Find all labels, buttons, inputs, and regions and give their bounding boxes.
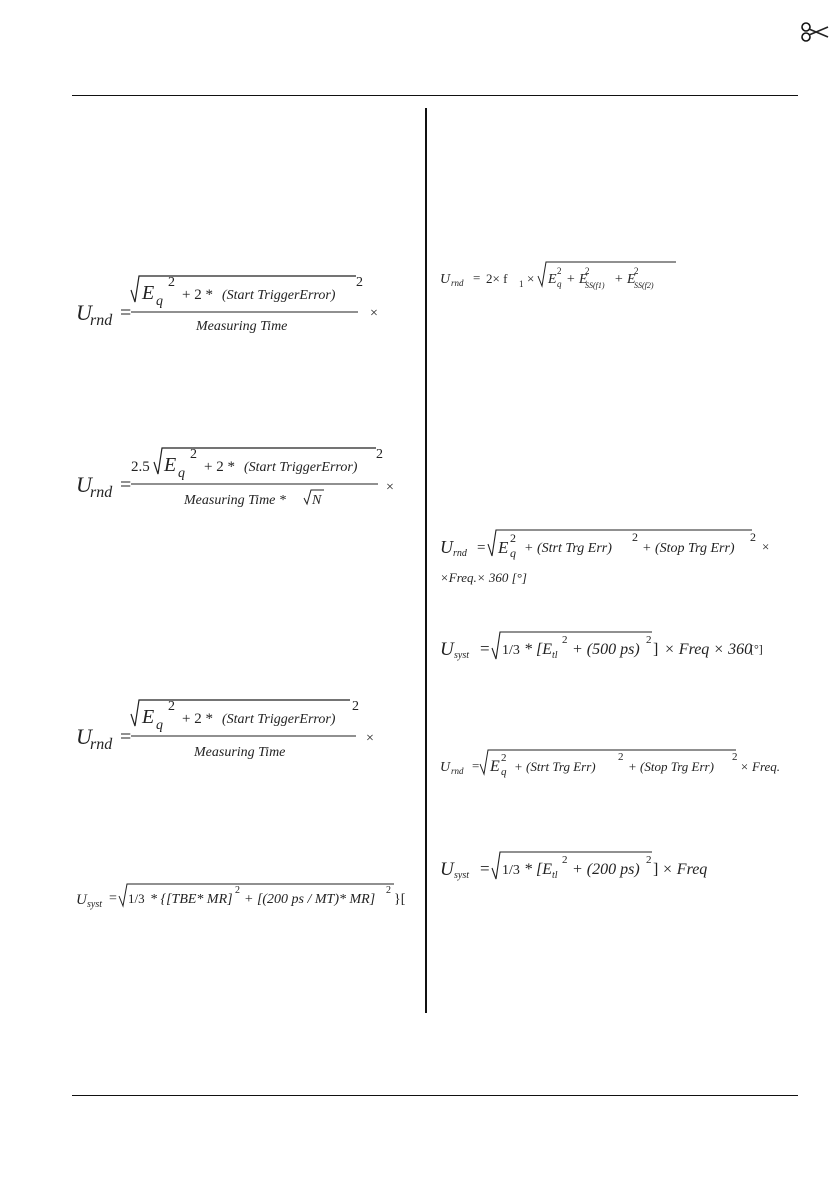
denominator: Measuring Time	[196, 319, 288, 334]
denominator-N: N	[312, 493, 322, 508]
exponent2: 2	[386, 885, 391, 896]
formula-urnd-start-trigger-2	[76, 692, 396, 772]
equals-sign: =	[480, 639, 490, 658]
term3-exp: 2	[634, 266, 639, 276]
lhs-subscript: syst	[454, 650, 469, 661]
term1-exp: 2	[557, 266, 562, 276]
header-rule	[72, 95, 798, 96]
lhs-symbol: U	[76, 892, 87, 908]
numerator-plus: + 2 *	[204, 459, 235, 475]
coefficient: 2.5	[131, 459, 150, 475]
numerator-plus: + 2 *	[182, 287, 213, 303]
lhs-subscript: syst	[454, 870, 469, 881]
term1: E	[548, 272, 557, 287]
term3-sub: SS(f2)	[634, 281, 654, 290]
equals-sign: =	[480, 859, 490, 878]
term1-sub: q	[510, 546, 516, 560]
lhs-symbol: U	[440, 859, 454, 880]
formula-urnd-phase	[440, 524, 785, 590]
formula-urnd-freq	[440, 746, 795, 786]
term2-sub: SS(f1)	[585, 281, 605, 290]
fraction: 1/3	[502, 643, 520, 658]
prefactor: 2× f	[486, 271, 508, 286]
term1-exp: 2	[510, 531, 516, 545]
expression-tail: × Freq × 360	[664, 641, 753, 658]
numerator-E: E	[164, 454, 177, 476]
fraction: 1/3	[128, 891, 145, 906]
second-line: ×Freq.× 360 [°]	[440, 570, 527, 585]
unit: [°]	[750, 642, 763, 656]
numerator-text: (Start TriggerError)	[222, 288, 336, 303]
numerator-E-sub: q	[156, 718, 163, 733]
exponent1: 2	[562, 854, 568, 866]
column-divider	[425, 108, 427, 1013]
numerator-exp: 2	[168, 275, 175, 290]
times-sign: ×	[366, 731, 374, 746]
footer-rule	[72, 1095, 798, 1096]
fraction: 1/3	[502, 863, 520, 878]
numerator-plus: + 2 *	[182, 711, 213, 727]
term3: + E	[614, 272, 636, 287]
term2-exp: 2	[618, 751, 624, 763]
lhs-symbol: U	[440, 537, 453, 557]
prefactor-sub: 1	[519, 279, 524, 289]
term1-sub: q	[557, 279, 562, 289]
lhs-symbol: U	[76, 724, 92, 749]
lhs-symbol: U	[76, 300, 92, 325]
lhs-subscript: rnd	[90, 312, 113, 329]
equals-sign: =	[473, 270, 481, 285]
times-sign: ×	[370, 306, 378, 321]
numerator-E-sub: q	[156, 294, 163, 309]
exponent1: 2	[562, 634, 568, 646]
term2: + (Strt Trg Err)	[524, 541, 612, 556]
lhs-symbol: U	[440, 272, 451, 287]
term1: E	[498, 538, 509, 557]
lhs-subscript: rnd	[90, 484, 113, 501]
term3: + (Stop Trg Err)	[642, 541, 735, 556]
denominator: Measuring Time *	[184, 493, 286, 508]
numerator-exp2: 2	[376, 447, 383, 462]
term1-exp: 2	[501, 752, 507, 764]
expression-part2: + [(200 ps / MT)* MR]	[244, 892, 376, 907]
expression-part1: * [E	[524, 641, 552, 658]
term3-exp: 2	[732, 751, 738, 763]
formula-usyst-freq	[440, 846, 730, 890]
exponent2: 2	[646, 854, 652, 866]
numerator-E: E	[142, 706, 155, 728]
lhs-symbol: U	[76, 472, 92, 497]
expression-sub: tl	[552, 650, 558, 661]
equals-sign: =	[120, 474, 132, 496]
closing-bracket: ]	[653, 861, 659, 878]
numerator-exp: 2	[190, 447, 197, 462]
expression-part1: * {[TBE* MR]	[150, 892, 233, 907]
numerator-text: (Start TriggerError)	[244, 460, 358, 475]
expression-sub: tl	[552, 870, 558, 881]
formula-urnd-start-trigger	[76, 268, 396, 348]
equals-sign: =	[472, 758, 480, 773]
equals-sign: =	[109, 891, 117, 906]
formula-usyst-tbe	[76, 876, 416, 916]
term2-exp: 2	[585, 266, 590, 276]
term3-exp: 2	[750, 530, 756, 544]
expression-part2: + (500 ps)	[572, 641, 640, 658]
lhs-subscript: rnd	[451, 278, 464, 288]
formula-usyst-phase	[440, 626, 770, 670]
numerator-exp: 2	[168, 699, 175, 714]
lhs-subscript: rnd	[451, 766, 464, 776]
numerator-exp2: 2	[356, 275, 363, 290]
lhs-symbol: U	[440, 639, 454, 660]
equals-sign: =	[120, 302, 132, 324]
exponent1: 2	[235, 885, 240, 896]
equals-sign: =	[120, 726, 132, 748]
expression-tail: }[	[394, 892, 406, 907]
lhs-subscript: syst	[87, 899, 102, 910]
times-sign: ×	[527, 271, 535, 286]
expression-part2: + (200 ps)	[572, 861, 640, 878]
formula-urnd-averaged	[76, 440, 406, 520]
lhs-subscript: rnd	[453, 548, 467, 559]
numerator-E-sub: q	[178, 466, 185, 481]
expression-tail: × Freq	[662, 861, 708, 878]
formula-urnd-two-freq	[440, 256, 700, 300]
term2: + (Strt Trg Err)	[514, 759, 596, 774]
term1: E	[490, 758, 500, 775]
term1-sub: q	[501, 766, 507, 778]
expression-part1: * [E	[524, 861, 552, 878]
closing-bracket: ]	[653, 641, 659, 658]
times-sign: ×	[762, 539, 770, 554]
scissors-icon	[800, 22, 830, 42]
lhs-symbol: U	[440, 760, 451, 775]
numerator-exp2: 2	[352, 699, 359, 714]
numerator-text: (Start TriggerError)	[222, 712, 336, 727]
times-sign: ×	[386, 480, 394, 495]
equals-sign: =	[477, 540, 486, 556]
exponent2: 2	[646, 634, 652, 646]
denominator: Measuring Time	[194, 745, 286, 760]
lhs-subscript: rnd	[90, 736, 113, 753]
term3: + (Stop Trg Err)	[628, 759, 714, 774]
expression-tail: × Freq.	[740, 759, 781, 774]
numerator-E: E	[142, 282, 155, 304]
term2: + E	[566, 272, 588, 287]
term2-exp: 2	[632, 530, 638, 544]
